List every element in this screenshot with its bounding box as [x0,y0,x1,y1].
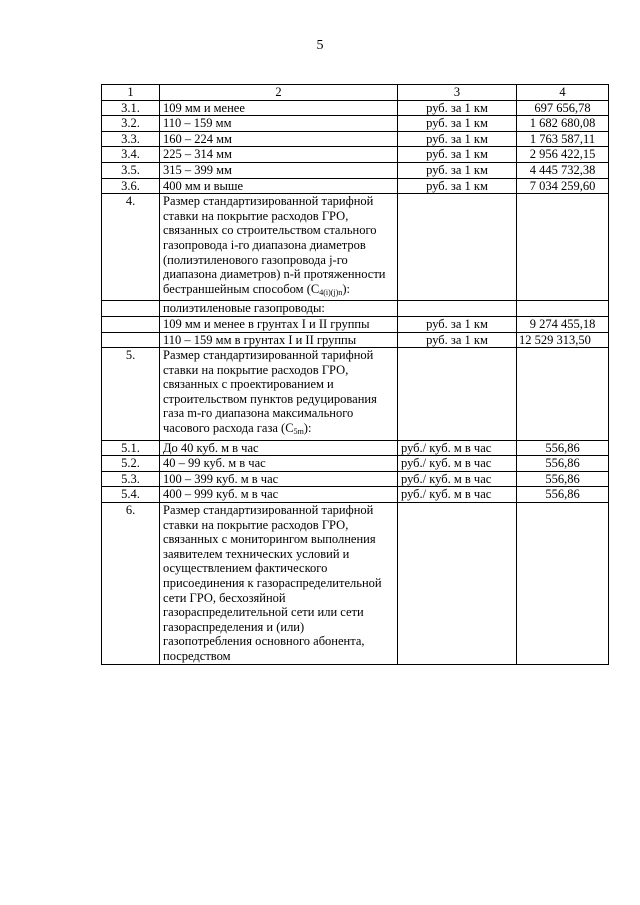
row-number: 5.2. [102,456,160,472]
row-value: 2 956 422,15 [517,147,609,163]
section-4-text: Размер стандартизированной тарифной ставки на покрытие расходов ГРО, связанных со строительством стального газопровода i-го диапазона диаметров (полиэтиленового газопровода j-го диапазона диаметров) n-й протяженности бестраншейным способом (C [163,194,386,296]
subheading-row [102,301,609,317]
section-5-text-end: ): [303,421,312,436]
table-header-row [102,85,609,101]
subheading: полиэтиленовые газопроводы: [160,301,398,317]
row-unit: руб. за 1 км [398,116,517,132]
row-description: 160 – 224 мм [160,131,398,147]
row-description: 400 мм и выше [160,178,398,194]
table-row [102,147,609,163]
empty-cell [102,332,160,348]
row-unit: руб./ куб. м в час [398,471,517,487]
table-row [102,456,609,472]
empty-cell [517,301,609,317]
header-cell-3: 3 [398,85,517,101]
empty-cell [517,503,609,665]
row-number: 6. [102,503,160,665]
table-row [102,316,609,332]
section-4-subscript: 4(i)(j)n [319,287,343,297]
row-number: 3.6. [102,178,160,194]
empty-cell [398,301,517,317]
row-number: 3.4. [102,147,160,163]
table-row [102,471,609,487]
header-cell-1: 1 [102,85,160,101]
page-number: 5 [316,38,324,53]
section-4-text-end: ): [342,281,350,296]
row-description: 315 – 399 мм [160,162,398,178]
section-5-description [160,348,398,441]
row-value: 556,86 [517,487,609,503]
row-description: 109 мм и менее [160,100,398,116]
row-number: 5. [102,348,160,441]
table-row [102,332,609,348]
empty-cell [398,503,517,665]
row-value: 1 763 587,11 [517,131,609,147]
empty-cell [102,316,160,332]
row-description: 110 – 159 мм [160,116,398,132]
section-6-description: Размер стандартизированной тарифной ставки на покрытие расходов ГРО, связанных с мониторингом выполнения заявителем технических условий и осуществлением фактического присоединения к газораспределительной сети ГРО, бесхозяйной газораспределительной сети или сети газораспределения и (или) газопотребления основного абонента, посредством [160,503,398,665]
row-unit: руб./ куб. м в час [398,440,517,456]
row-unit: руб. за 1 км [398,178,517,194]
empty-cell [398,348,517,441]
row-description: 100 – 399 куб. м в час [160,471,398,487]
row-description: 40 – 99 куб. м в час [160,456,398,472]
row-number: 5.1. [102,440,160,456]
section-4-row [102,194,609,301]
row-value: 7 034 259,60 [517,178,609,194]
row-number: 3.5. [102,162,160,178]
row-value: 697 656,78 [517,100,609,116]
row-number: 5.3. [102,471,160,487]
header-cell-4: 4 [517,85,609,101]
row-unit: руб. за 1 км [398,162,517,178]
table-row [102,440,609,456]
empty-cell [398,194,517,301]
table-row [102,162,609,178]
row-value: 556,86 [517,440,609,456]
empty-cell [517,348,609,441]
section-5-subscript: 5m [293,427,304,437]
row-number: 3.1. [102,100,160,116]
row-number: 3.3. [102,131,160,147]
row-description: До 40 куб. м в час [160,440,398,456]
row-description: 109 мм и менее в грунтах I и II группы [160,316,398,332]
row-unit: руб./ куб. м в час [398,456,517,472]
row-value: 4 445 732,38 [517,162,609,178]
row-unit: руб. за 1 км [398,147,517,163]
tariff-table [101,84,609,665]
row-description: 225 – 314 мм [160,147,398,163]
empty-cell [517,194,609,301]
section-5-text: Размер стандартизированной тарифной ставки на покрытие расходов ГРО, связанных с проектированием и строительством пунктов редуцирования газа m-го диапазона максимального часового расхода газа (C [163,348,377,436]
section-4-description [160,194,398,301]
row-unit: руб. за 1 км [398,131,517,147]
row-unit: руб. за 1 км [398,316,517,332]
row-value: 556,86 [517,456,609,472]
table-row [102,487,609,503]
section-6-row [102,503,609,665]
table-row [102,178,609,194]
table-row [102,116,609,132]
table-row [102,100,609,116]
row-description: 400 – 999 куб. м в час [160,487,398,503]
empty-cell [102,301,160,317]
table-row [102,131,609,147]
section-5-row [102,348,609,441]
header-cell-2: 2 [160,85,398,101]
row-value: 12 529 313,50 [517,332,609,348]
row-value: 9 274 455,18 [517,316,609,332]
row-value: 556,86 [517,471,609,487]
row-value: 1 682 680,08 [517,116,609,132]
row-unit: руб. за 1 км [398,332,517,348]
row-number: 5.4. [102,487,160,503]
row-unit: руб./ куб. м в час [398,487,517,503]
row-number: 4. [102,194,160,301]
row-description: 110 – 159 мм в грунтах I и II группы [160,332,398,348]
row-unit: руб. за 1 км [398,100,517,116]
row-number: 3.2. [102,116,160,132]
